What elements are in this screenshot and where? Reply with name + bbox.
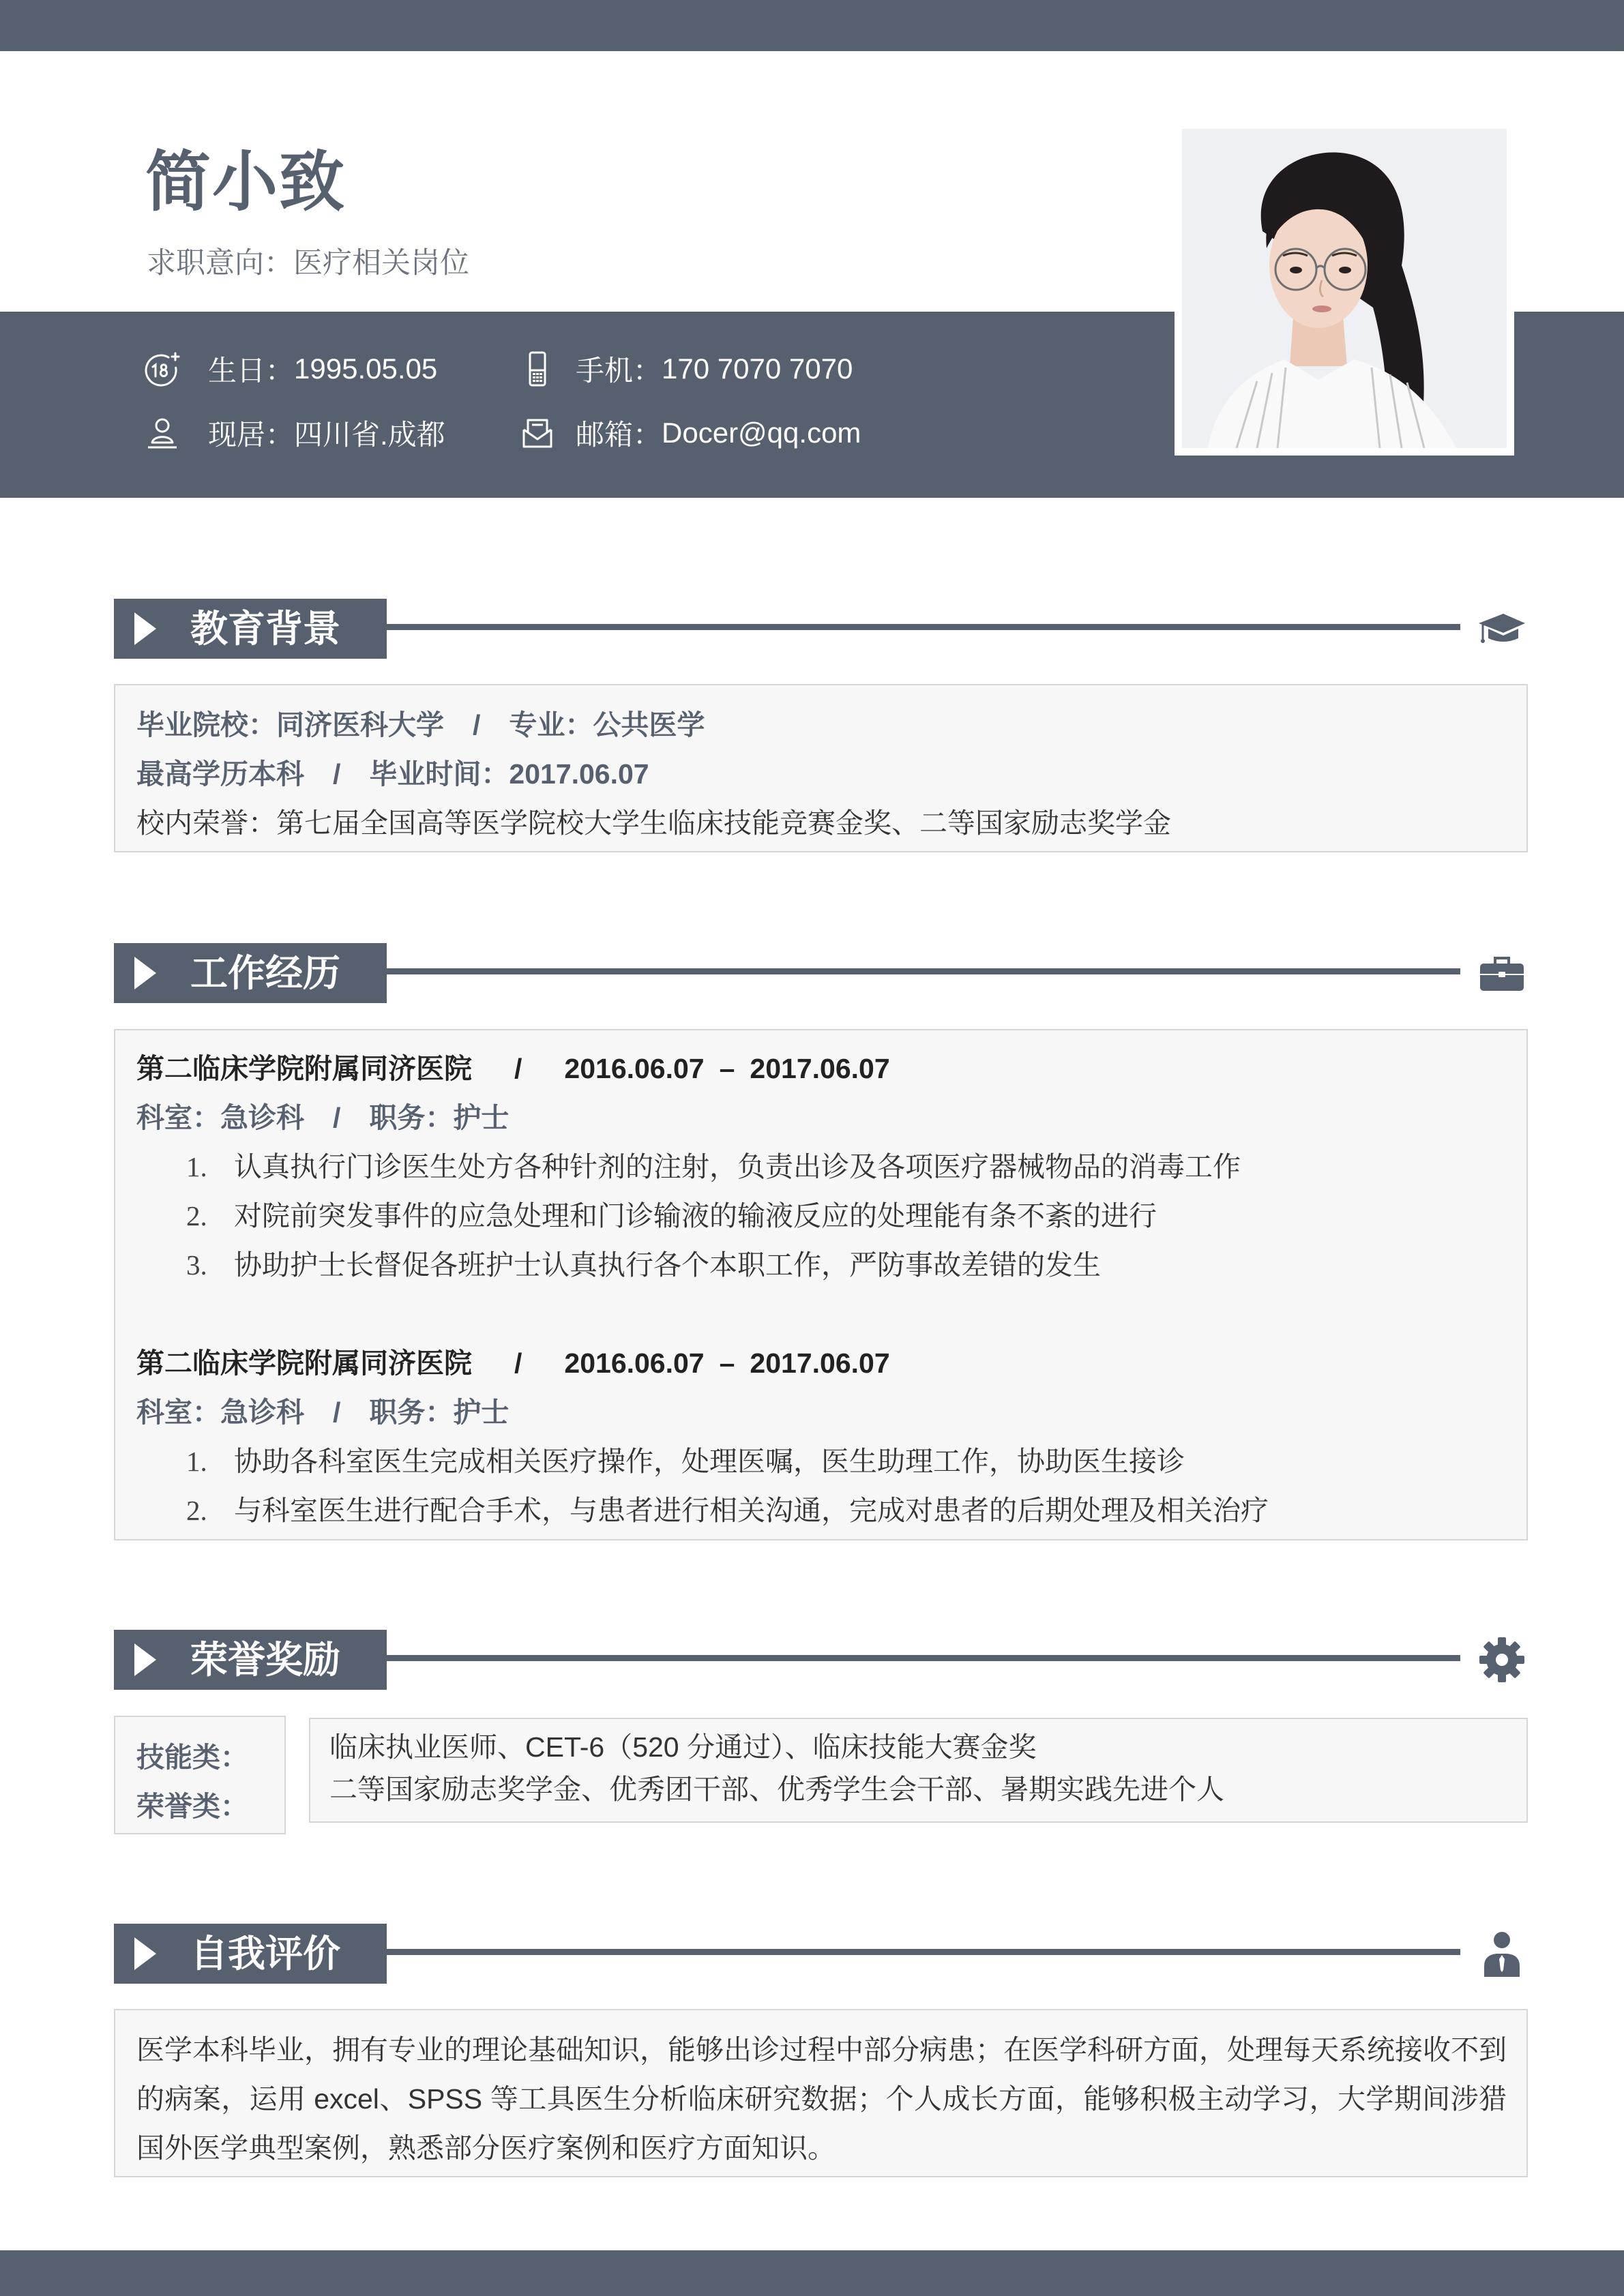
separator: /: [333, 758, 341, 790]
person-icon: [1476, 1928, 1528, 1980]
job-spacer: [136, 1289, 1505, 1339]
work-content: [114, 1029, 1528, 1540]
job-role: [136, 1388, 1505, 1437]
section-tab: [114, 1924, 387, 1984]
honor-category-label: 荣誉类：: [136, 1791, 248, 1822]
awards-section-header: [114, 1630, 1528, 1690]
bottom-bar: [0, 2250, 1624, 2296]
list-number: 2.: [186, 1200, 207, 1232]
work-section-header: [114, 943, 1528, 1003]
list-number: 1.: [186, 1446, 207, 1477]
contact-email: [518, 413, 861, 453]
email-value: Docer@qq.com: [662, 417, 861, 449]
education-section-header: [114, 599, 1528, 659]
residence-label: 现居：: [208, 419, 295, 451]
job-role: [136, 1093, 1505, 1142]
degree: 最高学历本科: [136, 758, 304, 790]
section-divider: [387, 1655, 1460, 1661]
birthday-label: 生日：: [208, 355, 295, 387]
phone-icon: [518, 350, 557, 388]
honor-awards-text: 二等国家励志奖学金、优秀团干部、优秀学生会干部、暑期实践先进个人: [329, 1774, 1224, 1805]
job-header: [136, 1044, 1505, 1093]
section-divider: [387, 624, 1460, 630]
duty-text: 协助各科室医生完成相关医疗操作，处理医嘱，医生助理工作，协助医生接诊: [234, 1446, 1185, 1477]
date-dash: –: [719, 1347, 735, 1379]
section-title: 工作经历: [190, 952, 341, 994]
skill-awards-text: 临床执业医师、CET-6（520 分通过）、临床技能大赛金奖: [329, 1731, 1037, 1763]
department: 急诊科: [220, 1102, 304, 1133]
duty-item: [136, 1486, 1505, 1535]
separator: /: [514, 1053, 522, 1084]
section-title: 荣誉奖励: [190, 1639, 341, 1681]
triangle-icon: [134, 612, 156, 645]
section-divider: [387, 1949, 1460, 1955]
list-number: 1.: [186, 1151, 207, 1182]
school-line: [136, 700, 1505, 749]
major-name: 公共医学: [593, 709, 705, 741]
list-number: 3.: [186, 1249, 207, 1281]
job-objective: 求职意向：医疗相关岗位: [147, 247, 469, 280]
triangle-icon: [134, 1643, 156, 1676]
department-label: 科室：: [136, 1102, 220, 1133]
graduation-label: 毕业时间：: [369, 758, 510, 790]
self-evaluation-content: [114, 2009, 1528, 2177]
mail-icon: [518, 414, 557, 452]
separator: /: [514, 1347, 522, 1379]
honors-label: 校内荣誉：: [136, 807, 276, 839]
school-label: 毕业院校：: [136, 709, 276, 741]
section-tab: [114, 943, 387, 1003]
duty-item: [136, 1142, 1505, 1191]
duty-item: [136, 1191, 1505, 1240]
major-label: 专业：: [509, 709, 593, 741]
separator: /: [333, 1397, 341, 1428]
award-categories: [114, 1716, 286, 1834]
email-label: 邮箱：: [576, 419, 662, 451]
period-end: 2017.06.07: [750, 1053, 890, 1084]
birthday-value: 1995.05.05: [294, 353, 438, 385]
section-tab: [114, 1630, 387, 1690]
date-dash: –: [719, 1053, 735, 1084]
contact-birthday: [143, 348, 437, 389]
top-bar: [0, 0, 1624, 51]
duty-item: [136, 1240, 1505, 1289]
self-evaluation-text: 医学本科毕业，拥有专业的理论基础知识，能够出诊过程中部分病患；在医学科研方面，处理每天系统接收不到的病案，运用 excel、SPSS 等工具医生分析临床研究数据；个人成长方面，能够积极主动学习，大学期间涉猎国外医学典型案例，熟悉部分医疗案例和医疗方面知识。: [136, 2034, 1507, 2164]
company-name: 第二临床学院附属同济医院: [136, 1347, 472, 1379]
duty-text: 认真执行门诊医生处方各种针剂的注射，负责出诊及各项医疗器械物品的消毒工作: [234, 1151, 1241, 1182]
position-label: 职务：: [369, 1102, 454, 1133]
separator: /: [333, 1102, 341, 1133]
section-title: 自我评价: [190, 1933, 341, 1975]
school-name: 同济医科大学: [276, 709, 444, 741]
section-title: 教育背景: [190, 608, 341, 650]
duty-text: 与科室医生进行配合手术，与患者进行相关沟通，完成对患者的后期处理及相关治疗: [234, 1495, 1269, 1526]
section-tab: [114, 599, 387, 659]
contact-phone: [518, 348, 853, 389]
triangle-icon: [134, 1937, 156, 1970]
phone-label: 手机：: [576, 355, 662, 387]
profile-photo: [1182, 129, 1507, 448]
position-label: 职务：: [369, 1397, 454, 1428]
position: 护士: [453, 1397, 510, 1428]
period-start: 2016.06.07: [564, 1347, 705, 1379]
location-icon: [143, 414, 181, 452]
separator: /: [473, 709, 481, 741]
period-start: 2016.06.07: [564, 1053, 705, 1084]
skill-category-label: 技能类：: [136, 1742, 248, 1773]
duty-text: 对院前突发事件的应急处理和门诊输液的输液反应的处理能有条不紊的进行: [234, 1200, 1157, 1232]
residence-value: 四川省.成都: [294, 419, 445, 451]
gear-icon: [1476, 1634, 1528, 1686]
company-name: 第二临床学院附属同济医院: [136, 1053, 472, 1084]
triangle-icon: [134, 957, 156, 989]
education-content: [114, 684, 1528, 852]
candidate-name: 简小致: [145, 146, 346, 219]
list-number: 2.: [186, 1495, 207, 1526]
contact-residence: [143, 413, 445, 453]
birthday-icon: [143, 350, 181, 388]
duty-text: 协助护士长督促各班护士认真执行各个本职工作，严防事故差错的发生: [234, 1249, 1101, 1281]
phone-value: 170 7070 7070: [662, 353, 853, 385]
graduation-cap-icon: [1476, 603, 1528, 655]
degree-line: [136, 749, 1505, 799]
honors-text: 第七届全国高等医学院校大学生临床技能竞赛金奖、二等国家励志奖学金: [276, 807, 1171, 839]
duty-item: [136, 1437, 1505, 1486]
position: 护士: [453, 1102, 510, 1133]
briefcase-icon: [1476, 947, 1528, 999]
job-header: [136, 1339, 1505, 1388]
self-evaluation-section-header: [114, 1924, 1528, 1984]
department: 急诊科: [220, 1397, 304, 1428]
honors-line: [136, 799, 1505, 848]
department-label: 科室：: [136, 1397, 220, 1428]
profile-photo-frame: [1175, 121, 1514, 456]
award-details: [309, 1718, 1528, 1823]
period-end: 2017.06.07: [750, 1347, 890, 1379]
graduation-date: 2017.06.07: [509, 758, 649, 790]
section-divider: [387, 968, 1460, 974]
